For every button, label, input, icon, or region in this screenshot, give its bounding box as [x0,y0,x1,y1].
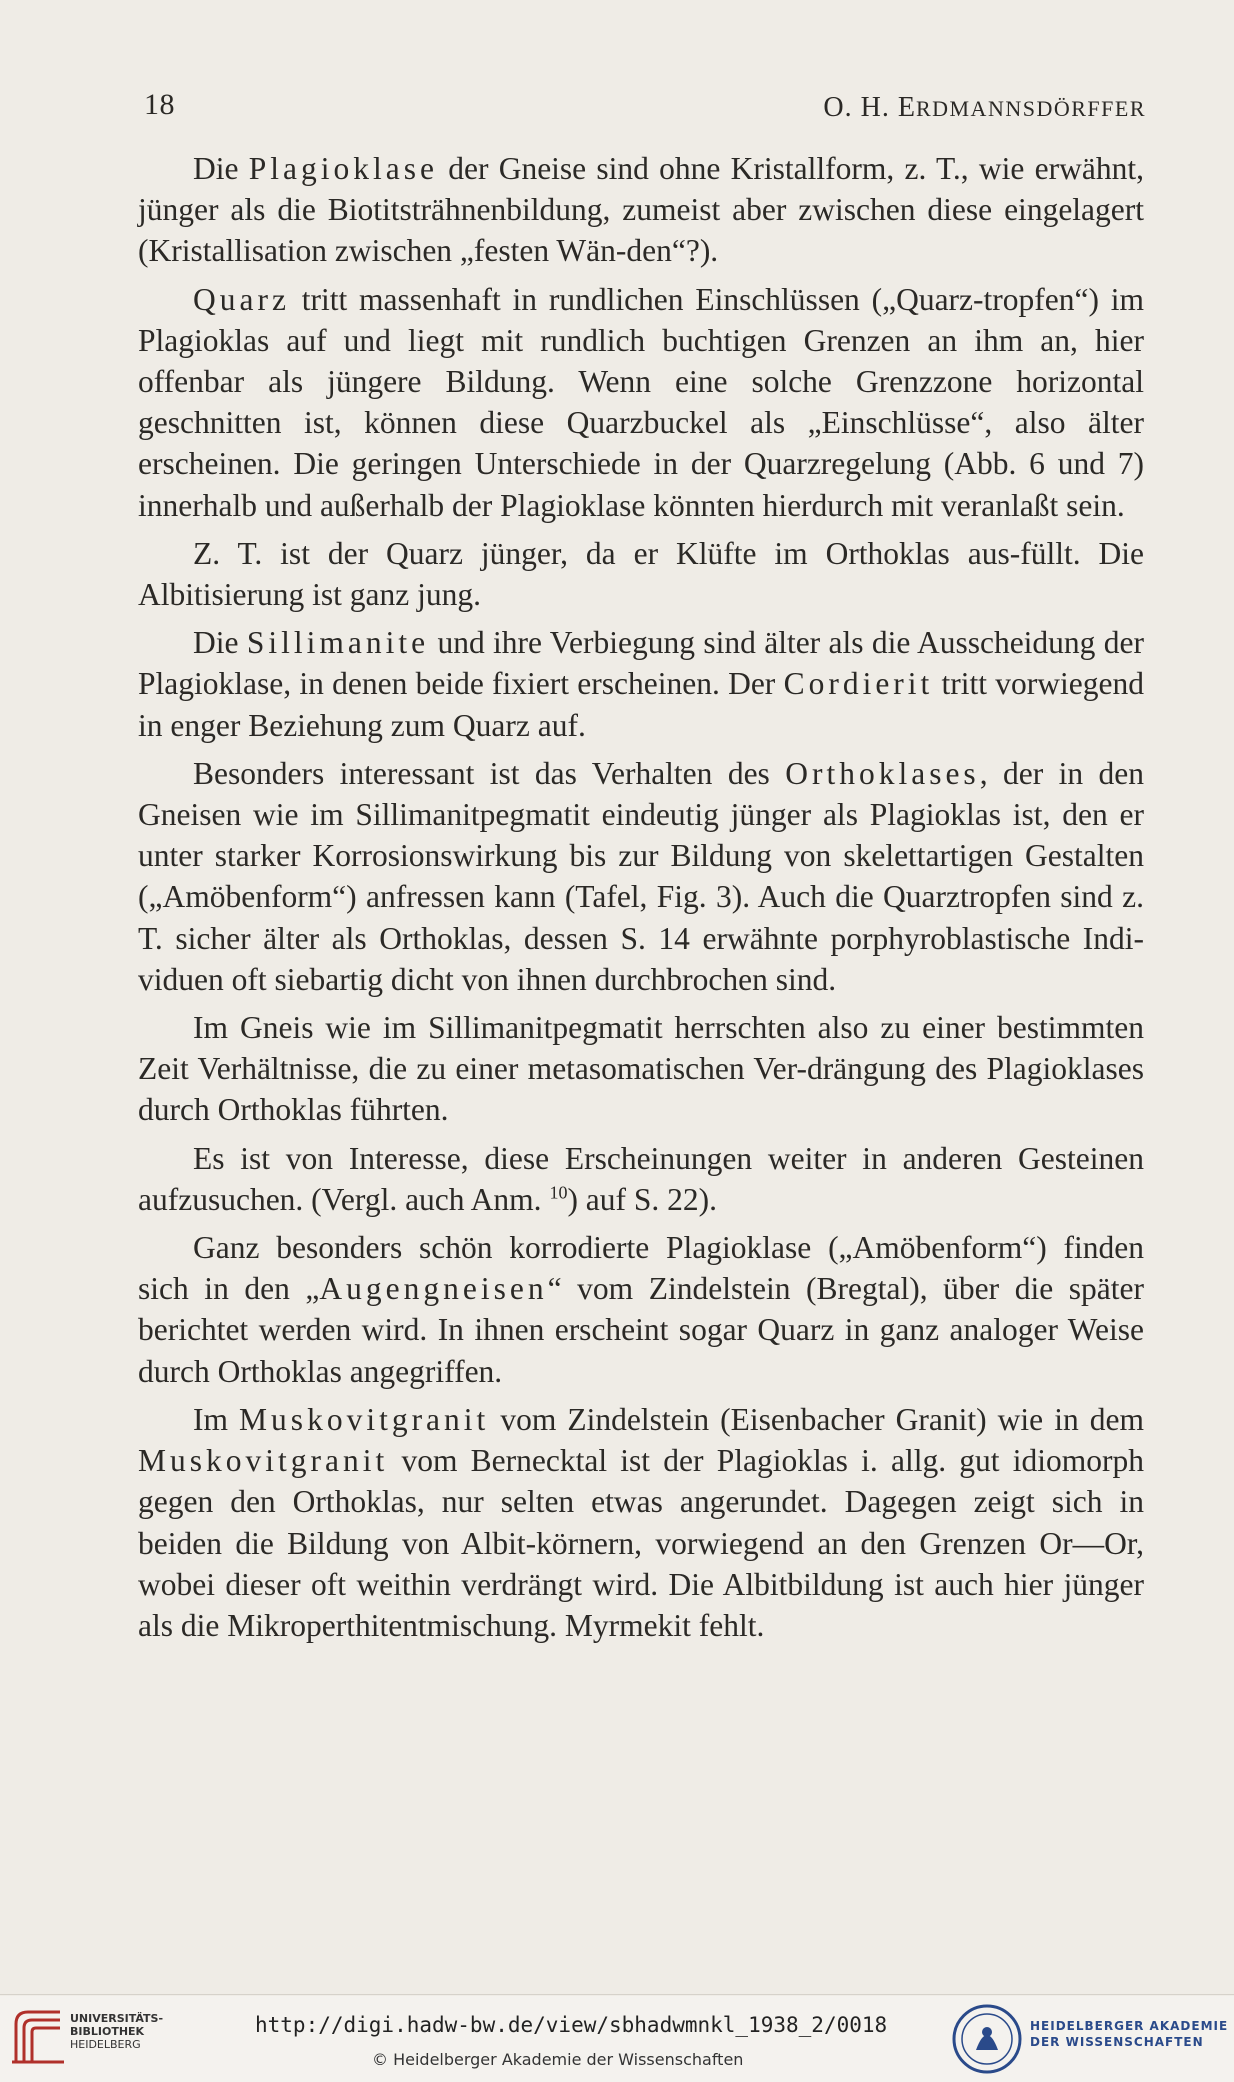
p9-term2: Muskovitgranit [138,1443,389,1479]
p4-term: Sillimanite [246,625,430,661]
p8-text: “ vom Zindelstein (Bregtal), über die später berichtet werden wird. In ihnen erscheint sogar Quarz in ganz analoger Weise durch Orthoklas angegriffen. [138,1271,1144,1389]
academy-line-2: DER WISSENSCHAFTEN [1030,2035,1204,2049]
p1-lead: Die [193,151,249,186]
academy-line-1: HEIDELBERGER AKADEMIE [1030,2019,1229,2033]
copyright-notice: © Heidelberger Akademie der Wissenschaften [372,2050,744,2069]
p1-term: Plagioklase [248,151,438,186]
library-mark-icon [10,2004,66,2068]
p4-text2: tritt vorwiegend in enger Beziehung zum Quarz auf. [138,666,1145,743]
p7-lead: Es ist von Interesse, diese Erscheinungen weiter in anderen Gesteinen aufzusuchen. (Vergl. auch Anm. [138,1140,1144,1217]
permalink-url[interactable]: http://digi.hadw-bw.de/view/sbhadwmnkl_1938_2/0018 [255,2013,888,2037]
p2-text: tritt massenhaft in rundlichen Einschlüssen („Quarz-tropfen“) im Plagioklas auf und liegt mit rundlich buchtigen Grenzen an ihm an, hier offenbar als jüngere Bildung. Wenn eine solche Grenzzone horizontal geschnitten ist, können diese Quarzbuckel als „Einschlüsse“, also älter erscheinen. Die geringen Unterschiede in der Quarzregelung (Abb. 6 und 7) innerhalb und außerhalb der Plagioklase könnten hierdurch mit veranlaßt sein. [138,281,1144,523]
p7-tail: ) auf S. 22). [567,1181,718,1217]
p5-term: Orthoklases [785,755,980,791]
paragraph-interesse [138,1138,1144,1220]
footer-bar [0,1996,1234,2082]
academy-name [1030,2018,1228,2050]
p8-term: Augengneisen [319,1271,548,1307]
p2-term: Quarz [193,281,290,317]
p9-text: vom Zindelstein (Eisenbacher Granit) wie in dem [489,1401,1144,1437]
uni-line-1: UNIVERSITÄTS- [70,2012,164,2025]
paragraph-gneis: Im Gneis wie im Sillimanitpegmatit herrschten also zu einer bestimmten Zeit Verhältnisse, die zu einer metasomatischen Ver-drängung des Plagioklases durch Orthoklas führten. [138,1010,1144,1128]
paragraph-sillimanite [138,622,1144,746]
paragraph-orthoklas [138,753,1144,1000]
paragraph-quarz [138,279,1144,526]
academy-seal-icon[interactable] [950,2002,1024,2076]
author-surname-rest: RDMANNSDÖRFFER [915,96,1146,121]
p9-lead: Im [193,1401,240,1437]
uni-line-2: BIBLIOTHEK [70,2025,145,2038]
p8-lead: Ganz besonders schön korrodierte Plagioklase („Amöbenform“) finden sich in den „ [138,1230,1144,1307]
university-library-name [70,2012,163,2051]
paragraph-muskovitgranit [138,1399,1144,1646]
p4-text: und ihre Verbiegung sind älter als die Ausscheidung der Plagioklase, in denen beide fixiert erscheinen. Der [138,625,1144,702]
footnote-ref: 10 [549,1182,568,1203]
uni-line-3: HEIDELBERG [70,2038,141,2051]
p9-text2: vom Bernecktal ist der Plagioklas i. allg. gut idiomorph gegen den Orthoklas, nur selten etwas angerundet. Dagegen zeigt sich in beiden die Bildung von Albit-körnern, vorwiegend an den Grenzen Or—Or, wobei dieser oft weithin verdrängt wird. Die Albitbildung ist auch hier jünger als die Mikroperthitentmischung. Myrmekit fehlt. [138,1443,1144,1643]
p5-lead: Besonders interessant ist das Verhalten des [193,755,786,791]
p9-term: Muskovitgranit [239,1401,490,1437]
running-header-author [823,92,1146,124]
p5-text: , der in den Gneisen wie im Sillimanitpegmatit eindeutig jünger als Plagioklas ist, den er unter starker Korrosionswirkung bis zur Bildung von skelettartigen Gestalten („Amöbenform“) anfressen kann (Tafel, Fig. 3). Auch die Quarztropfen sind z. T. sicher älter als Orthoklas, dessen S. 14 erwähnte porphyroblastische Indi-viduen oft siebartig dicht von ihnen durchbrochen sind. [138,755,1144,997]
footer-divider [0,1994,1234,1995]
university-library-logo[interactable] [10,2004,164,2074]
body-text [138,148,1144,1653]
paragraph-plagioklase [138,148,1144,272]
paragraph-augengneise [138,1227,1144,1392]
page-number: 18 [144,88,175,121]
author-initials: O. H. E [823,92,916,123]
p4-term2: Cordierit [783,666,934,702]
p1-text: der Gneise sind ohne Kristallform, z. T., wie erwähnt, jünger als die Biotitsträhnenbildung, zumeist aber zwischen diese eingelagert (Kristallisation zwischen „festen Wän-den“?). [138,151,1144,269]
paragraph-quarz-juenger: Z. T. ist der Quarz jünger, da er Klüfte im Orthoklas aus-füllt. Die Albitisierung ist ganz jung. [138,535,1144,613]
p4-lead: Die [193,625,247,661]
